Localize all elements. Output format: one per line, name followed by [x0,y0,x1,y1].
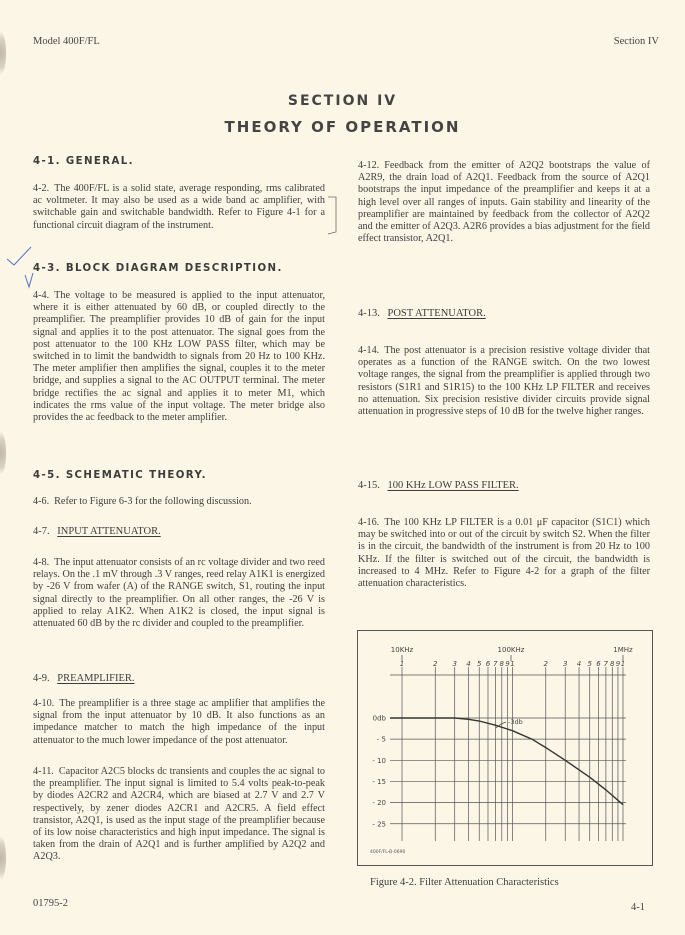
binder-hole [0,30,6,76]
paragraph-4-12 [358,160,650,245]
paragraph-number: 4-8. [33,557,50,568]
pen-check-mark-icon [5,245,35,295]
paragraph-4-16 [358,517,650,590]
heading-schematic-theory: 4-5. SCHEMATIC THEORY. [33,470,207,481]
heading-number: 4-9. [33,673,50,684]
binder-hole [0,430,6,476]
paragraph-4-4 [33,290,325,424]
paragraph-text: The input attenuator consists of an rc voltage divider and two reed relays. On the .1 mV through .3 V ranges, reed relay A1K1 is energized by -26 V from wafer (A) of the RANGE switch, S1, routing the input signal directly to the preamplifier. On all other ranges, the -26 V is applied to relay A1K2. When A1K2 is closed, the input signal is attenuated 60 dB by the rc divider and coupled to the preamplifier. [33,557,325,630]
heading-number: 4-15. [358,480,380,491]
paragraph-number: 4-16. [358,517,380,528]
paragraph-text: The voltage to be measured is applied to the input attenuator, where it is either attenuated by 60 dB, or coupled directly to the preamplifier. The preamplifier provides 10 dB of gain for the input signal and applies it to the post attenuator. The signal goes from the post attenuator to the 100 KHz LOW PASS filter, which may be switched in to limit the bandwidth to signals from 20 Hz to 100 KHz. The meter amplifier then amplifies the signal, couples it to the meter bridge, and supplies a signal to the AC OUTPUT terminal. The meter bridge rectifies the ac signal and applies it to meter M1, which indicates the rms value of the input voltage. The meter bridge also provides the ac feedback to the meter amplifier. [33,290,325,424]
header-model: Model 400F/FL [33,36,100,47]
x-decade-label: 100KHz [497,646,525,654]
heading-preamplifier [33,673,135,684]
minus-3db-annotation: -3db [508,718,523,726]
paragraph-4-11 [33,766,325,864]
svg-text:0db: 0db [372,714,386,723]
paragraph-4-2 [33,183,325,232]
response-curve [390,718,623,805]
svg-text:2: 2 [543,660,548,668]
page-title: THEORY OF OPERATION [224,118,461,136]
svg-text:- 10: - 10 [372,756,386,765]
heading-general: 4-1. GENERAL. [33,156,134,167]
paragraph-number: 4-6. [33,496,50,507]
paragraph-number: 4-12. [358,160,380,171]
binder-hole [0,835,6,881]
heading-low-pass-filter [358,480,519,491]
heading-title: 100 KHz LOW PASS FILTER. [387,480,519,491]
svg-text:3: 3 [562,660,568,668]
svg-text:2: 2 [433,660,438,668]
heading-block-diagram: 4-3. BLOCK DIAGRAM DESCRIPTION. [33,263,283,274]
heading-number: 4-7. [33,526,50,537]
svg-text:- 15: - 15 [372,777,386,786]
footer-page-number: 4-1 [631,902,645,913]
paragraph-text: Refer to Figure 6-3 for the following discussion. [54,496,252,507]
svg-text:6: 6 [596,660,601,668]
svg-text:1: 1 [510,660,515,668]
paragraph-number: 4-11. [33,766,54,777]
paragraph-4-6 [33,496,325,508]
svg-text:5: 5 [587,660,592,668]
svg-text:1: 1 [620,660,626,668]
footer-doc-number: 01795-2 [33,898,68,909]
paragraph-number: 4-14. [358,345,380,356]
heading-title: INPUT ATTENUATOR. [57,526,161,537]
svg-text:5: 5 [477,660,482,668]
svg-text:4: 4 [466,660,471,668]
svg-text:1: 1 [399,660,405,668]
filter-attenuation-chart [357,630,653,866]
paragraph-text: Feedback from the emitter of A2Q2 bootstraps the value of A2R9, the drain load of A2Q1. Feedback from the source of A2Q1 bootstraps the input impedance of the preamplifier and keeps it at a high level over all ranges of inputs. Gain stability and linearity of the preamplifier are maintained by feedback from the collector of A2Q2 and the emitter of A2Q3. A2R6 provides a bias adjustment for the field effect transistor, A2Q1. [358,160,650,245]
heading-number: 4-13. [358,308,380,319]
svg-text:7: 7 [493,660,498,668]
paragraph-text: The 100 KHz LP FILTER is a 0.01 μF capacitor (S1C1) which may be switched into or out of the circuit by switch S2. When the filter is in the circuit, the bandwidth of the instrument is from 20 Hz to 100 KHz. If the filter is switched out of the circuit, the bandwidth is increased to 4 MHz. Refer to Figure 4-2 for a graph of the filter attenuation characteristics. [358,517,650,590]
svg-text:3: 3 [452,660,457,668]
paragraph-number: 4-10. [33,698,55,709]
svg-text:9: 9 [505,660,510,668]
svg-text:- 25: - 25 [372,820,386,829]
svg-text:6: 6 [485,660,491,668]
pen-bracket-mark-icon [326,196,340,236]
paragraph-4-8 [33,557,325,630]
chart-plot [358,631,654,867]
paragraph-4-14 [358,345,650,418]
paragraph-text: The preamplifier is a three stage ac amplifier that amplifies the signal from the input attenuator by 10 dB. It also functions as an impedance matcher to match the high impedance of the input attenuator to the much lower impedance of the post attenuator. [33,698,325,746]
figure-caption: Figure 4-2. Filter Attenuation Characteristics [370,877,559,888]
heading-title: POST ATTENUATOR. [387,308,486,319]
svg-text:- 20: - 20 [372,799,386,808]
svg-text:- 5: - 5 [376,735,386,744]
paragraph-4-10 [33,698,325,747]
svg-text:8: 8 [499,660,505,668]
svg-text:4: 4 [576,660,582,668]
section-title: SECTION IV [287,93,398,109]
svg-text:9: 9 [615,660,621,668]
paragraph-number: 4-4. [33,290,50,301]
svg-text:7: 7 [603,660,609,668]
heading-post-attenuator [358,308,486,319]
header-section: Section IV [613,36,659,47]
paragraph-text: Capacitor A2C5 blocks dc transients and couples the ac signal to the preamplifier. The input signal is limited to 5.4 volts peak-to-peak by diodes A2CR2 and A2CR4, which are biased at 2.7 V and 2.7 V respectively, by zener diodes A2CR1 and A2CR5. A field effect transistor, A2Q1, is used as the input stage of the preamplifier because of its low noise characteristics and high input impedance. The signal is taken from the drain of A2Q1 and is further amplified by A2Q2 and A2Q3. [33,766,325,863]
drawing-id: 400F/FL-B-0690 [370,850,406,855]
paragraph-text: The post attenuator is a precision resistive voltage divider that operates as a function of the RANGE switch. On the two lowest voltage ranges, the signal from the preamplifier is applied through two resistors (S1R1 and S1R15) to the 100 KHz LP FILTER and receives no attenuation. Six precision resistive divider circuits provide signal attenuation in progressive steps of 10 dB for the twelve higher ranges. [358,345,650,418]
paragraph-text: The 400F/FL is a solid state, average responding, rms calibrated ac voltmeter. It may also be used as a wide band ac amplifier, with switchable gain and switchable bandwidth. Refer to Figure 4-1 for a functional circuit diagram of the instrument. [33,183,325,231]
x-decade-label: 1MHz [613,646,633,654]
heading-input-attenuator [33,526,161,537]
svg-text:8: 8 [610,660,615,668]
x-decade-label: 10KHz [390,646,414,654]
paragraph-number: 4-2. [33,183,50,194]
heading-title: PREAMPLIFIER. [57,673,135,684]
